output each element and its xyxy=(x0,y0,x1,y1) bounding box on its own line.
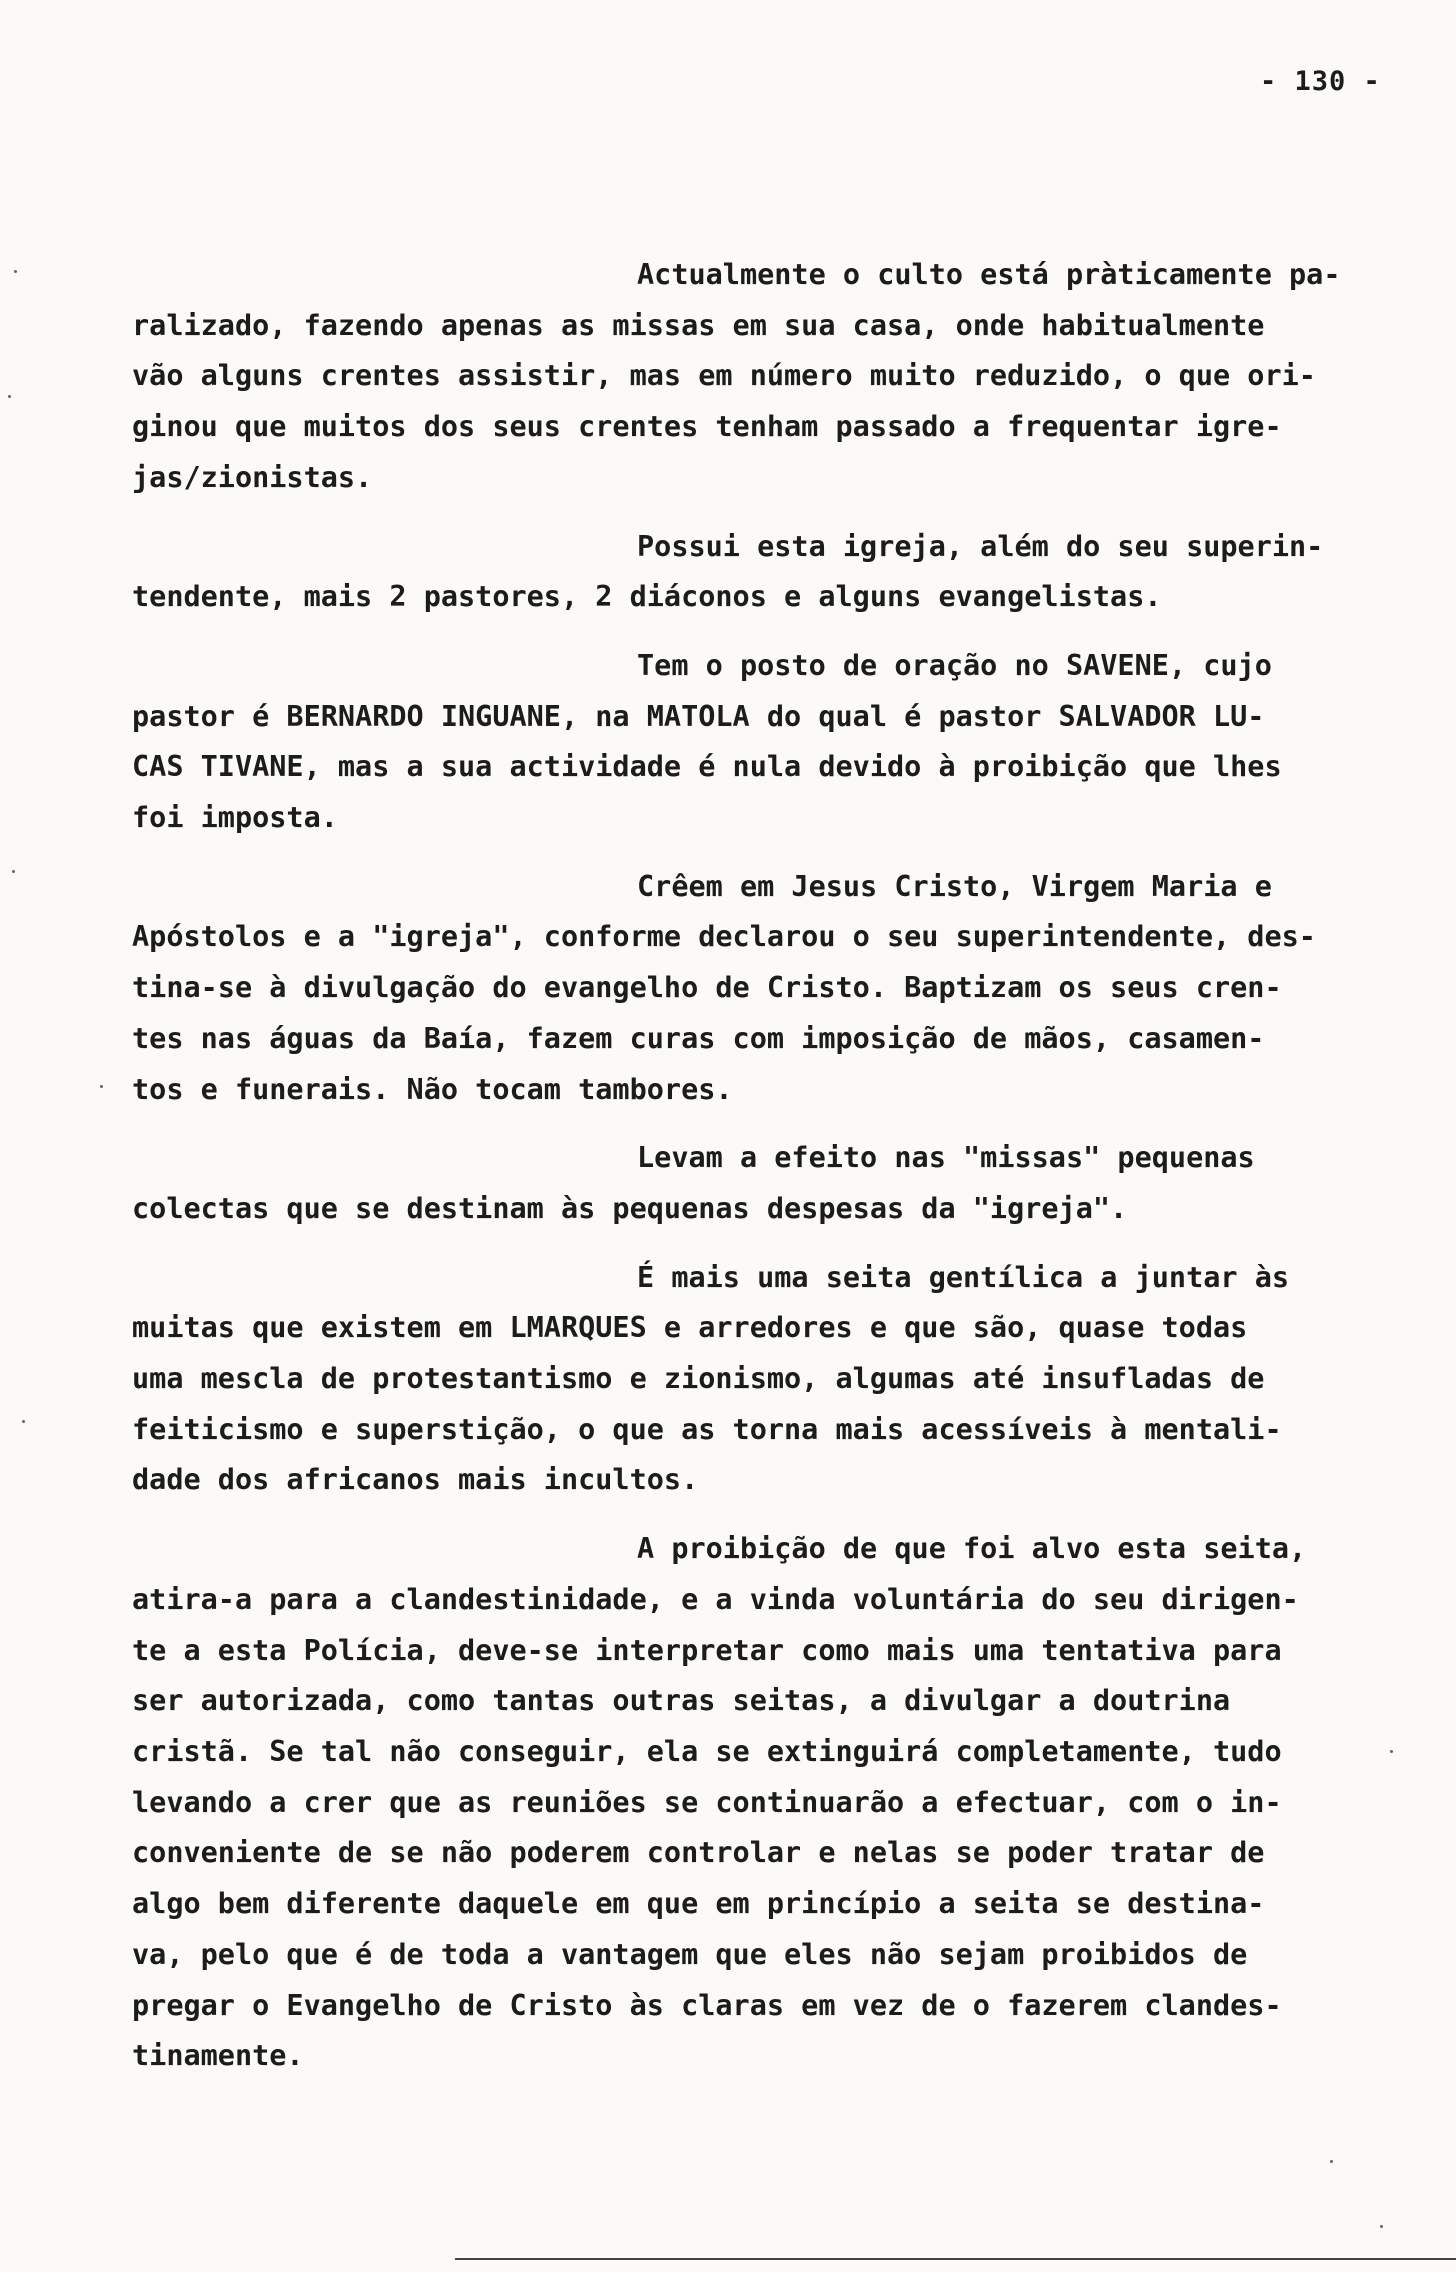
text-line: vão alguns crentes assistir, mas em número muito reduzido, o que ori- xyxy=(132,359,1316,393)
paragraph-3 xyxy=(132,641,1392,844)
text-line: Tem o posto de oração no SAVENE, cujo xyxy=(637,648,1272,682)
text-line: va, pelo que é de toda a vantagem que eles não sejam proibidos de xyxy=(132,1937,1248,1971)
text-line: foi imposta. xyxy=(132,801,338,835)
scan-speck xyxy=(1380,2225,1383,2228)
text-line: CAS TIVANE, mas a sua actividade é nula devido à proibição que lhes xyxy=(132,750,1282,784)
text-line: Levam a efeito nas "missas" pequenas xyxy=(637,1141,1255,1175)
document-body xyxy=(132,250,1392,2100)
footer-rule xyxy=(455,2258,1456,2260)
paragraph-4 xyxy=(132,862,1392,1116)
text-line: ralizado, fazendo apenas as missas em sua casa, onde habitualmente xyxy=(132,308,1265,342)
paragraph-6 xyxy=(132,1253,1392,1507)
text-line: dade dos africanos mais incultos. xyxy=(132,1463,699,1497)
text-line: Actualmente o culto está pràticamente pa- xyxy=(637,258,1341,291)
text-line: cristã. Se tal não conseguir, ela se extinguirá completamente, tudo xyxy=(132,1734,1282,1768)
text-line: colectas que se destinam às pequenas despesas da "igreja". xyxy=(132,1191,1128,1225)
scan-speck xyxy=(8,395,11,398)
text-line: conveniente de se não poderem controlar e nelas se poder tratar de xyxy=(132,1836,1265,1870)
text-line: Crêem em Jesus Cristo, Virgem Maria e xyxy=(637,869,1272,903)
text-line: Possui esta igreja, além do seu superin- xyxy=(637,529,1324,563)
scan-speck xyxy=(100,1085,103,1088)
page-number: - 130 - xyxy=(1260,66,1381,97)
scan-speck xyxy=(1390,1750,1393,1753)
text-line: te a esta Polícia, deve-se interpretar como mais uma tentativa para xyxy=(132,1633,1282,1667)
text-line: ser autorizada, como tantas outras seitas, a divulgar a doutrina xyxy=(132,1684,1231,1718)
text-line: levando a crer que as reuniões se continuarão a efectuar, com o in- xyxy=(132,1785,1282,1819)
text-line: Apóstolos e a "igreja", conforme declarou o seu superintendente, des- xyxy=(132,920,1316,954)
text-line: É mais uma seita gentílica a juntar às xyxy=(637,1260,1290,1294)
text-line: uma mescla de protestantismo e zionismo, algumas até insufladas de xyxy=(132,1362,1265,1396)
text-line: tos e funerais. Não tocam tambores. xyxy=(132,1072,733,1106)
text-line: pastor é BERNARDO INGUANE, na MATOLA do qual é pastor SALVADOR LU- xyxy=(132,699,1265,733)
scan-speck xyxy=(22,1420,25,1423)
paragraph-7 xyxy=(132,1524,1392,2082)
text-line: algo bem diferente daquele em que em princípio a seita se destina- xyxy=(132,1887,1265,1921)
text-line: tinamente. xyxy=(132,2039,304,2073)
text-line: tes nas águas da Baía, fazem curas com imposição de mãos, casamen- xyxy=(132,1021,1265,1055)
text-line: jas/zionistas. xyxy=(132,460,373,494)
text-line: ginou que muitos dos seus crentes tenham passado a frequentar igre- xyxy=(132,410,1282,444)
paragraph-1 xyxy=(132,250,1392,504)
text-line: atira-a para a clandestinidade, e a vinda voluntária do seu dirigen- xyxy=(132,1582,1299,1616)
text-line: pregar o Evangelho de Cristo às claras em vez de o fazerem clandes- xyxy=(132,1988,1282,2022)
text-line: feiticismo e superstição, o que as torna mais acessíveis à mentali- xyxy=(132,1412,1282,1446)
paragraph-2 xyxy=(132,522,1392,623)
paragraph-5 xyxy=(132,1133,1392,1234)
text-line: tina-se à divulgação do evangelho de Cristo. Baptizam os seus cren- xyxy=(132,971,1282,1005)
text-line: muitas que existem em LMARQUES e arredores e que são, quase todas xyxy=(132,1311,1248,1345)
text-line: tendente, mais 2 pastores, 2 diáconos e alguns evangelistas. xyxy=(132,580,1162,614)
scan-speck xyxy=(12,870,15,873)
scan-speck xyxy=(14,270,17,273)
text-line: A proibição de que foi alvo esta seita, xyxy=(637,1532,1307,1566)
scan-speck xyxy=(1330,2160,1333,2163)
